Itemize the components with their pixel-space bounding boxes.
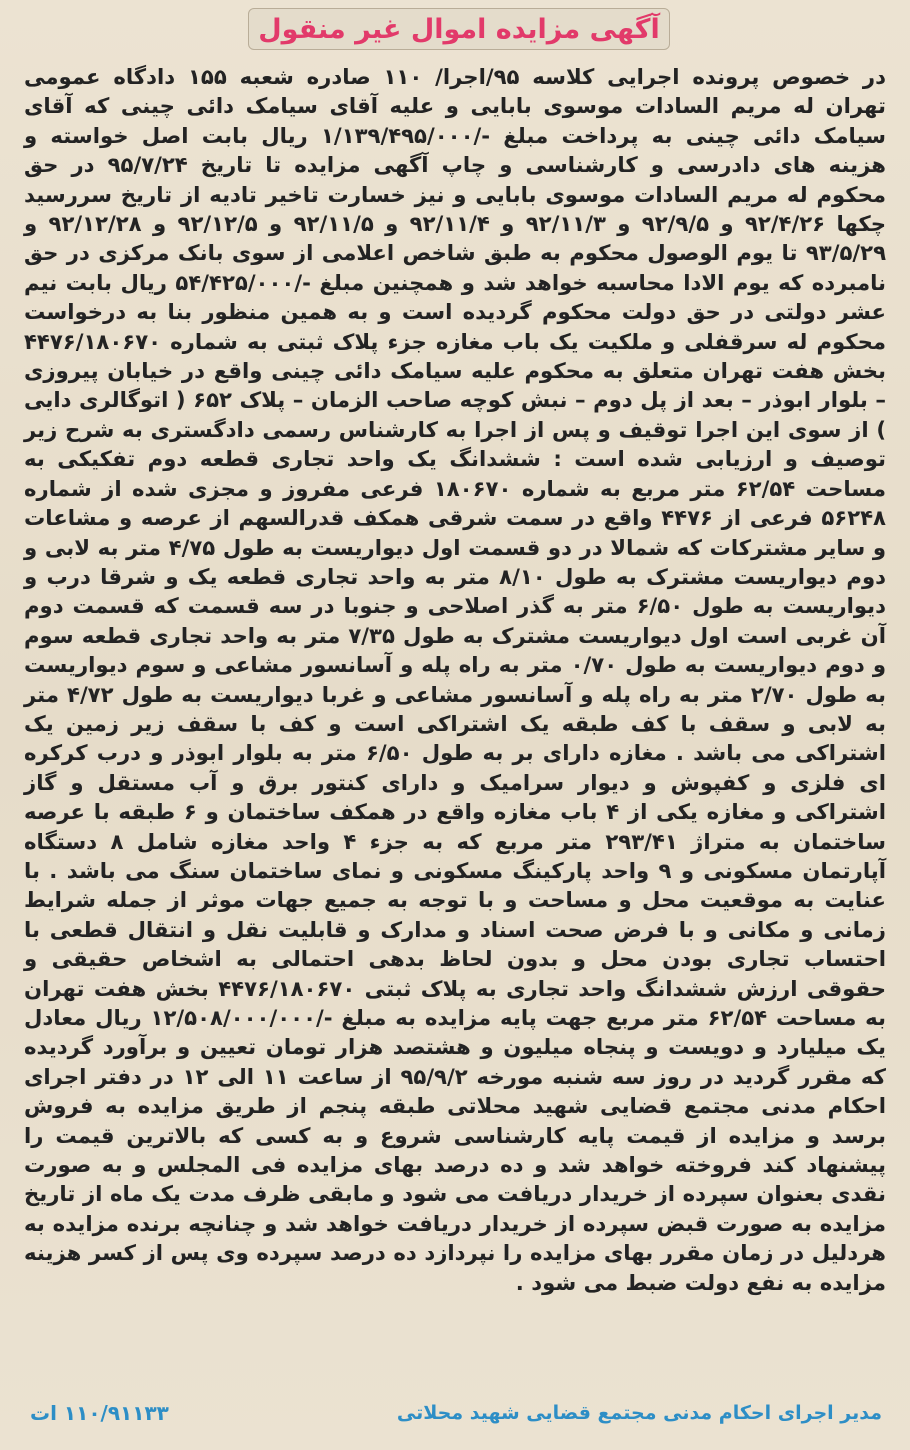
issuer-signature: مدیر اجرای احکام مدنی مجتمع قضایی شهید محلاتی [396, 1402, 882, 1424]
notice-body [24, 62, 886, 1297]
notice-title: آگهی مزایده اموال غیر منقول [258, 13, 660, 45]
title-banner [248, 8, 670, 50]
notice-footer [30, 1396, 882, 1430]
reference-code: ۱۱۰/۹۱۱۳۳ ات [30, 1401, 169, 1425]
notice-paragraph: در خصوص پرونده اجرایی کلاسه ۹۵/اجرا/ ۱۱۰ صادره شعبه ۱۵۵ دادگاه عمومی تهران له مریم السادات موسوی بابایی و علیه آقای سیامک دائی چینی که آقای سیامک دائی چینی به پرداخت مبلغ -/۱/۱۳۹/۴۹۵/۰۰۰ ریال بابت اصل خواسته و هزینه های دادرسی و کارشناسی و چاپ آگهی مزایده تا تاریخ ۹۵/۷/۲۴ در حق محکوم له مریم السادات موسوی بابایی و نیز خسارت تاخیر تادیه از تاریخ سررسید چکها ۹۲/۴/۲۶ و ۹۲/۹/۵ و ۹۲/۱۱/۳ و ۹۲/۱۱/۴ و ۹۲/۱۱/۵ و ۹۲/۱۲/۵ و ۹۲/۱۲/۲۸ و ۹۳/۵/۲۹ تا یوم الوصول محکوم به طبق شاخص اعلامی از سوی بانک مرکزی در حق نامبرده که یوم الادا محاسبه خواهد شد و همچنین مبلغ -/۵۴/۴۲۵/۰۰۰ ریال بابت نیم عشر دولتی در حق دولت محکوم گردیده است و به همین منظور بنا به درخواست محکوم له سرقفلی و ملکیت یک باب مغازه جزء پلاک ثبتی به شماره ۴۴۷۶/۱۸۰۶۷۰ بخش هفت تهران متعلق به محکوم علیه سیامک دائی چینی واقع در خیابان پیروزی – بلوار ابوذر – بعد از پل دوم – نبش کوچه صاحب الزمان – پلاک ۶۵۲ ( اتوگالری دایی ) از سوی این اجرا توقیف و پس از اجرا به کارشناس رسمی دادگستری به شرح زیر توصیف و ارزیابی شده است : ششدانگ یک واحد تجاری قطعه دوم تفکیکی به مساحت ۶۲/۵۴ متر مربع به شماره ۱۸۰۶۷۰ فرعی مفروز و مجزی شده از شماره ۵۶۲۴۸ فرعی از ۴۴۷۶ واقع در سمت شرقی همکف قدرالسهم از عرصه و مشاعات و سایر مشترکات که شمالا در دو قسمت اول دیواریست به طول ۴/۷۵ متر به لابی و دوم دیواریست مشترک به طول ۸/۱۰ متر به واحد تجاری قطعه یک و شرقا درب و دیواریست به طول ۶/۵۰ متر به گذر اصلاحی و جنوبا در سه قسمت که قسمت دوم آن غربی است اول دیواریست مشترک به طول ۷/۳۵ متر به واحد تجاری قطعه سوم و دوم دیواریست به طول ۰/۷۰ متر به راه پله و آسانسور مشاعی و سوم دیواریست به طول ۲/۷۰ متر به راه پله و آسانسور مشاعی و غربا دیواریست به طول ۴/۷۲ متر به لابی و سقف با کف طبقه یک اشتراکی است و کف با سقف زیر زمین یک اشتراکی می باشد . مغازه دارای بر به طول ۶/۵۰ متر به بلوار ابوذر و درب کرکره ای فلزی و کفپوش و دیوار سرامیک و دارای کنتور برق و آب مستقل و گاز اشتراکی و مغازه یکی از ۴ باب مغازه واقع در همکف ساختمان و ۶ طبقه با عرصه ساختمان به متراژ ۲۹۳/۴۱ متر مربع که به جزء ۴ واحد مغازه شامل ۸ دستگاه آپارتمان مسکونی و ۹ واحد پارکینگ مسکونی و نمای ساختمان سنگ می باشد . با عنایت به موقعیت محل و مساحت و با توجه به جمیع جهات موثر از جمله شرایط زمانی و مکانی و با فرض صحت اسناد و مدارک و قابلیت نقل و انتقال قطعی با احتساب تجاری بودن محل و بدون لحاظ بدهی احتمالی به اشخاص حقیقی و حقوقی ارزش ششدانگ واحد تجاری به پلاک ثبتی ۴۴۷۶/۱۸۰۶۷۰ بخش هفت تهران به مساحت ۶۲/۵۴ متر مربع جهت پایه مزایده به مبلغ -/۱۲/۵۰۸/۰۰۰/۰۰۰ ریال معادل یک میلیارد و دویست و پنجاه میلیون و هشتصد هزار تومان تعیین و برآورد گردیده که مقرر گردید در روز سه شنبه مورخه ۹۵/۹/۲ از ساعت ۱۱ الی ۱۲ در دفتر اجرای احکام مدنی مجتمع قضایی شهید محلاتی طبقه پنجم از طریق مزایده به فروش برسد و مزایده از قیمت پایه کارشناسی شروع و به کسی که بالاترین قیمت را پیشنهاد کند فروخته خواهد شد و ده درصد بهای مزایده فی المجلس و به صورت نقدی بعنوان سپرده از خریدار دریافت می شود و مابقی ظرف مدت یک ماه از تاریخ مزایده به صورت قبض سپرده از خریدار دریافت خواهد شد و چنانچه برنده مزایده به هردلیل در زمان مقرر بهای مزایده را نپردازد ده درصد سپرده وی پس از کسر هزینه مزایده به نفع دولت ضبط می شود . [24, 64, 887, 1295]
